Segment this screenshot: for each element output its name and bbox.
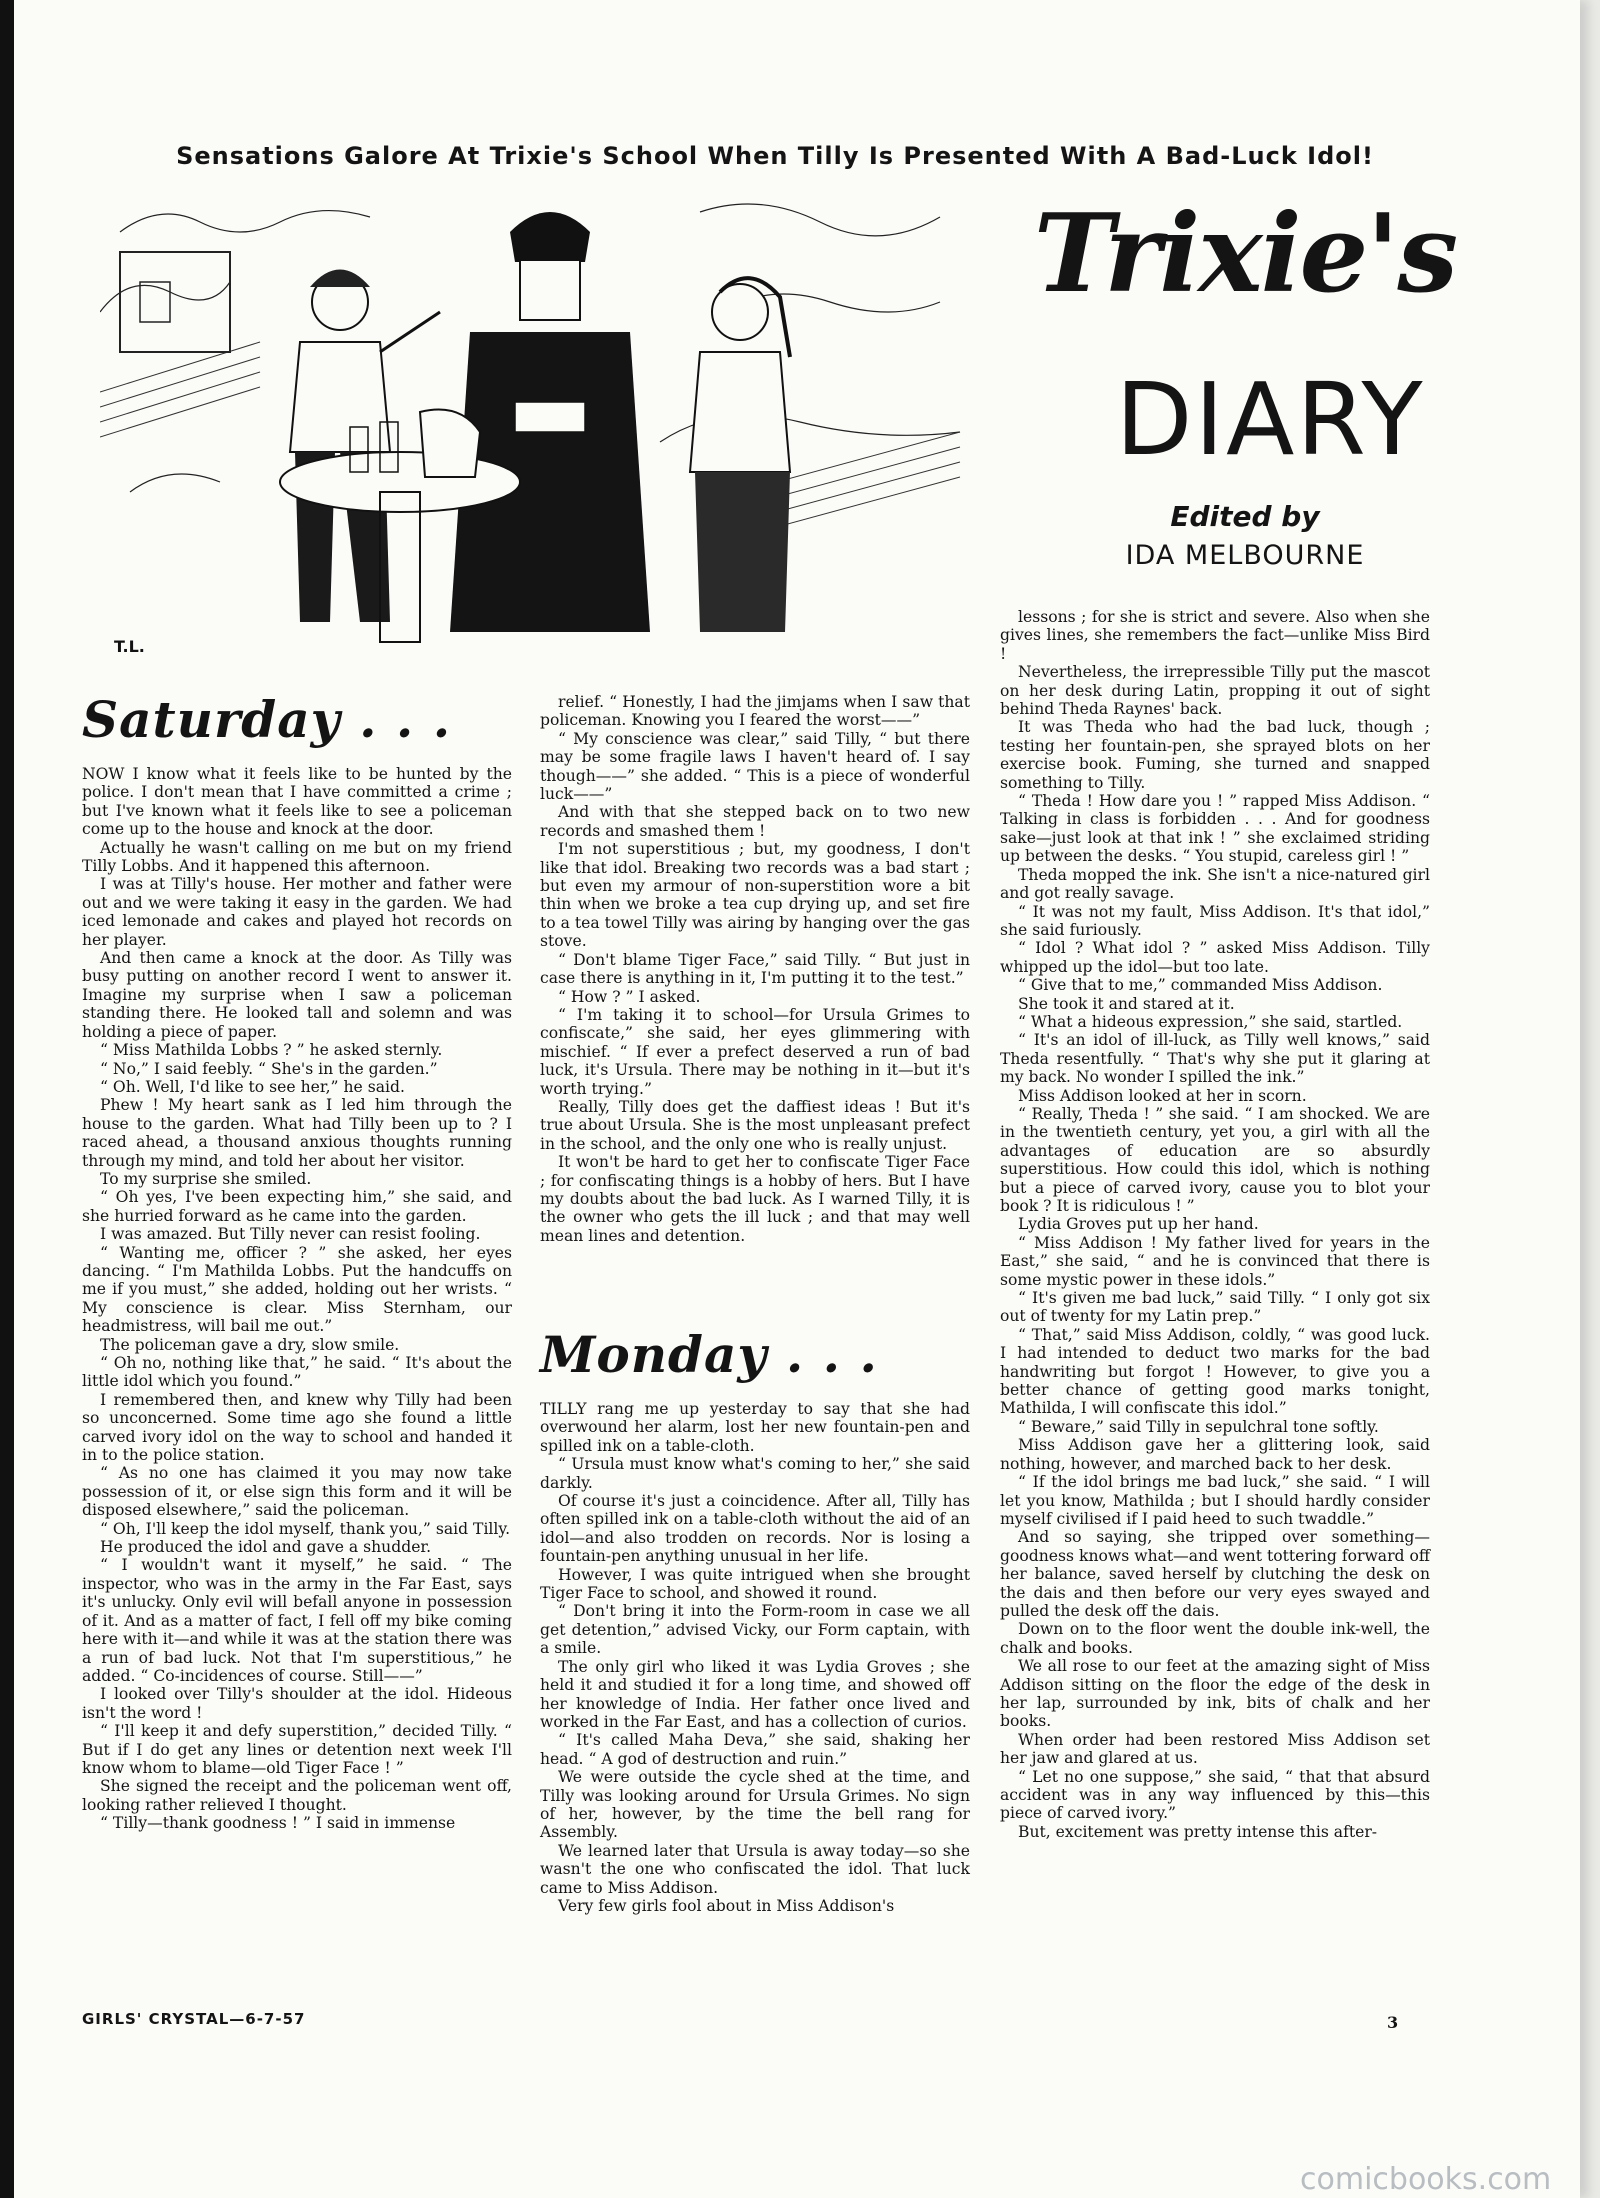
paragraph: Theda mopped the ink. She isn't a nice-natured girl and got really savage. (1000, 865, 1430, 903)
paragraph: I was amazed. But Tilly never can resist fooling. (100, 1225, 481, 1244)
paragraph: But, excitement was pretty intense this after- (1018, 1822, 1378, 1841)
paragraph: She signed the receipt and the policeman went off, looking rather relieved I thought. (82, 1777, 512, 1814)
edited-by-label: Edited by (1170, 500, 1320, 533)
paragraph: I remembered then, and knew why Tilly had been so unconcerned. Some time ago she found a little carved ivory idol on the way to school and handed it in to the police station. (82, 1390, 512, 1465)
paragraph: “ Oh, I'll keep the idol myself, thank you,” said Tilly. (100, 1519, 511, 1538)
paragraph: “ That,” said Miss Addison, coldly, “ was good luck. I had intended to deduct two marks for the bad handwriting but forgot ! However, to give you a better chance of getting good marks tonight, Mathilda, I will confiscate this idol.” (1000, 1325, 1430, 1418)
paragraph: The only girl who liked it was Lydia Groves ; she held it and studied it for a long time, and showed off her knowledge of India. Her father once lived and worked in the Far East, and has a collection of curios. (540, 1657, 970, 1731)
paragraph: “ Beware,” said Tilly in sepulchral tone softly. (1018, 1417, 1379, 1436)
paragraph: And with that she stepped back on to two new records and smashed them ! (540, 803, 970, 840)
column-2-monday (540, 1400, 970, 1915)
paragraph: “ Oh. Well, I'd like to see her,” he said. (100, 1077, 405, 1096)
paragraph: We were outside the cycle shed at the time, and Tilly was looking around for Ursula Grimes. No sign of her, however, by the time the bell rang for Assembly. (540, 1768, 970, 1842)
paragraph: Miss Addison gave her a glittering look, said nothing, however, and marched back to her desk. (1000, 1436, 1430, 1473)
paragraph: However, I was quite intrigued when she brought Tiger Face to school, and showed it round. (540, 1565, 970, 1603)
paragraph: “ Don't blame Tiger Face,” said Tilly. “ But just in case there is anything in it, I'm putting it to the test.” (540, 950, 970, 988)
column-3 (1000, 608, 1430, 1841)
paragraph: “ It's called Maha Deva,” she said, shaking her head. “ A god of destruction and ruin.” (540, 1731, 970, 1768)
paragraph: “ Miss Mathilda Lobbs ? ” he asked sternly. (100, 1041, 443, 1060)
paragraph: Very few girls fool about in Miss Addison's (558, 1896, 895, 1915)
paragraph: Nevertheless, the irrepressible Tilly put the mascot on her desk during Latin, propping it out of sight behind Theda Raynes' back. (1000, 663, 1430, 719)
paragraph: “ It's given me bad luck,” said Tilly. “ I only got six out of twenty for my Latin prep.” (1000, 1289, 1430, 1326)
paragraph: We all rose to our feet at the amazing sight of Miss Addison sitting on the floor the edge of the desk in her lap, surrounded by ink, bits of chalk and her books. (1000, 1657, 1430, 1731)
page-footer: GIRLS' CRYSTAL—6-7-57 (82, 2010, 306, 2028)
title-caps: DIARY (1115, 361, 1425, 478)
site-watermark: comicbooks.com (1300, 2162, 1552, 2197)
girls-and-policeman-illustration (100, 192, 980, 662)
paragraph: “ Oh yes, I've been expecting him,” she said, and she hurried forward as he came into the garden. (82, 1188, 512, 1225)
masthead-title (1010, 191, 1480, 595)
paragraph: “ It was not my fault, Miss Addison. It's that idol,” she said furiously. (1000, 902, 1430, 939)
paragraph: “ How ? ” I asked. (558, 987, 701, 1006)
artist-initials: T.L. (114, 637, 145, 656)
paragraph: “ Oh no, nothing like that,” he said. “ It's about the little idol which you found.” (82, 1354, 512, 1391)
paragraph: “ As no one has claimed it you may now take possession of it, or else sign this form and it will be disposed elsewhere,” said the policeman. (82, 1464, 512, 1520)
paragraph: “ Theda ! How dare you ! ” rapped Miss Addison. “ Talking in class is forbidden . . . And for goodness sake—just look at that ink ! ” she exclaimed striding up between the desks. “ You stupid, careless girl ! ” (1000, 792, 1430, 866)
paragraph: And then came a knock at the door. As Tilly was busy putting on another record I went to answer it. Imagine my surprise when I saw a policeman standing there. He looked tall and solemn and was holding a piece of paper. (82, 949, 512, 1041)
paragraph: “ No,” I said feebly. “ She's in the garden.” (100, 1059, 438, 1078)
paragraph: “ I'll keep it and defy superstition,” decided Tilly. “ But if I do get any lines or detention next week I'll know whom to blame—old Tiger Face ! ” (82, 1722, 512, 1777)
paragraph: “ Wanting me, officer ? ” she asked, her eyes dancing. “ I'm Mathilda Lobbs. Put the handcuffs on me if you must,” she added, holding out her wrists. “ My conscience is clear. Miss Sternham, our headmistress, will bail me out.” (82, 1243, 512, 1336)
editor-name: IDA MELBOURNE (1125, 540, 1365, 571)
paragraph: He produced the idol and gave a shudder. (100, 1538, 432, 1557)
page-edge-shadow (0, 0, 14, 2198)
paragraph: “ If the idol brings me bad luck,” she said. “ I will let you know, Mathilda ; but I should hardly consider myself civilised if I paid heed to such twaddle.” (1000, 1473, 1430, 1528)
paragraph: I looked over Tilly's shoulder at the idol. Hideous isn't the word ! (82, 1685, 512, 1722)
paragraph: “ Let no one suppose,” she said, “ that that absurd accident was in any way influenced by this—this piece of carved ivory.” (1000, 1767, 1430, 1823)
paper-form (515, 402, 585, 432)
saturday-heading: Saturday . . . (82, 690, 452, 749)
page-number: 3 (1387, 2013, 1399, 2032)
paragraph: NOW I know what it feels like to be hunted by the police. I don't mean that I have committed a crime ; but I've known what it feels like to see a policeman come up to the house and knock at the door. (82, 765, 512, 839)
story-headline: Sensations Galore At Trixie's School When Tilly Is Presented With A Bad-Luck Idol! (176, 142, 1374, 170)
paragraph: “ I wouldn't want it myself,” he said. “ The inspector, who was in the army in the Far East, says it's unlucky. Only evil will befall anyone in possession of it. And as a matter of fact, I fell off my bike coming here with it—and while it was at the station there was a run of bad luck. Not that I'm superstitious,” he added. “ Co-incidences of course. Still——” (82, 1556, 512, 1685)
paragraph: “ Ursula must know what's coming to her,” she said darkly. (540, 1455, 970, 1492)
paragraph: TILLY rang me up yesterday to say that she had overwound her alarm, lost her new fountain-pen and spilled ink on a table-cloth. (540, 1400, 970, 1455)
paragraph: “ Tilly—thank goodness ! ” I said in immense (100, 1814, 456, 1833)
paragraph: Actually he wasn't calling on me but on my friend Tilly Lobbs. And it happened this afternoon. (82, 838, 512, 876)
paragraph: Miss Addison looked at her in scorn. (1018, 1086, 1307, 1105)
paragraph: “ Idol ? What idol ? ” asked Miss Addison. Tilly whipped up the idol—but too late. (1000, 939, 1430, 976)
column-1 (82, 765, 512, 1833)
paragraph: She took it and stared at it. (1018, 994, 1235, 1013)
paragraph: Really, Tilly does get the daffiest ideas ! But it's true about Ursula. She is the most unpleasant prefect in the school, and the only one who is really unjust. (540, 1097, 970, 1153)
paragraph: “ Give that to me,” commanded Miss Addison. (1018, 976, 1383, 995)
paragraph: We learned later that Ursula is away today—so she wasn't the one who confiscated the idol. That luck came to Miss Addison. (540, 1841, 970, 1897)
paragraph: Lydia Groves put up her hand. (1018, 1215, 1259, 1234)
paragraph: “ What a hideous expression,” she said, startled. (1018, 1012, 1403, 1031)
monday-heading: Monday . . . (540, 1325, 878, 1384)
paragraph: Of course it's just a coincidence. After all, Tilly has often spilled ink on a table-cloth without the aid of an idol—and also trodden on records. Nor is losing a fountain-pen anything unusual in her life. (540, 1492, 970, 1566)
paragraph: When order had been restored Miss Addison set her jaw and glared at us. (1000, 1730, 1430, 1768)
paragraph: Down on to the floor went the double ink-well, the chalk and books. (1000, 1620, 1430, 1657)
paragraph: lessons ; for she is strict and severe. Also when she gives lines, she remembers the fact—unlike Miss Bird ! (1000, 608, 1430, 663)
column-2 (540, 693, 970, 1245)
paragraph: I'm not superstitious ; but, my goodness, I don't like that idol. Breaking two records was a bad start ; but even my armour of non-superstition wore a bit thin when we broke a tea cup drying up, and set fire to a tea towel Tilly was airing by hanging over the gas stove. (540, 840, 970, 951)
paragraph: “ My conscience was clear,” said Tilly, “ but there may be some fragile laws I haven't heard of. I say though——” she added. “ This is a piece of wonderful luck——” (540, 729, 970, 804)
paragraph: I was at Tilly's house. Her mother and father were out and we were taking it easy in the garden. We had iced lemonade and cakes and played hot records on her player. (82, 875, 512, 949)
paragraph: Phew ! My heart sank as I led him through the house to the garden. What had Tilly been up to ? I raced ahead, a thousand anxious thoughts running through my mind, and told her about her visitor. (82, 1096, 512, 1170)
paragraph: “ Miss Addison ! My father lived for years in the East,” she said, “ and he is convinced that there is some mystic power in these idols.” (1000, 1233, 1430, 1289)
paragraph: To my surprise she smiled. (100, 1169, 312, 1188)
paragraph: And so saying, she tripped over something—goodness knows what—and went tottering forward off her balance, saved herself by clutching the desk on the dais and then before our very eyes swayed and pulled the desk off the dais. (1000, 1528, 1430, 1620)
paragraph: The policeman gave a dry, slow smile. (100, 1335, 400, 1354)
paragraph: “ I'm taking it to school—for Ursula Grimes to confiscate,” she said, her eyes glimmering with mischief. “ If ever a prefect deserved a run of bad luck, it's Ursula. There may be nothing in it—but it's worth trying.” (540, 1005, 970, 1098)
title-script: Trixie's (1033, 191, 1457, 317)
paragraph: “ It's an idol of ill-luck, as Tilly well knows,” said Theda resentfully. “ That's why she put it glaring at my back. No wonder I spilled the ink.” (1000, 1031, 1430, 1087)
paragraph: It was Theda who had the bad luck, though ; testing her fountain-pen, she sprayed blots on her exercise book. Fuming, she turned and snapped something to Tilly. (1000, 718, 1430, 792)
paragraph: It won't be hard to get her to confiscate Tiger Face ; for confiscating things is a hobby of hers. But I have my doubts about the bad luck. As I warned Tilly, it is the owner who gets the ill luck ; and that may well mean lines and detention. (540, 1153, 970, 1245)
paragraph: relief. “ Honestly, I had the jimjams when I saw that policeman. Knowing you I feared the worst——” (540, 693, 970, 730)
paragraph: “ Really, Theda ! ” she said. “ I am shocked. We are in the twentieth century, yet you, a girl with all the advantages of education are so absurdly superstitious. How could this idol, which is nothing but a piece of carved ivory, cause you to blot your book ? It is ridiculous ! ” (1000, 1104, 1430, 1215)
paragraph: “ Don't bring it into the Form-room in case we all get detention,” advised Vicky, our Form captain, with a smile. (540, 1602, 970, 1658)
